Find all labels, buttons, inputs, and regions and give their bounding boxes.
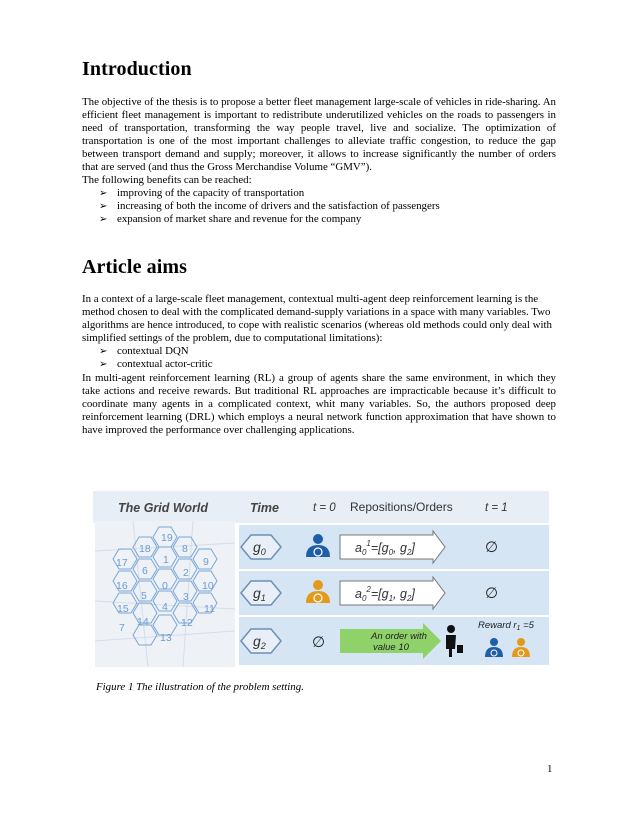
- arrow-bullet-icon: ➢: [99, 188, 108, 199]
- figure-caption: Figure 1 The illustration of the problem setting.: [96, 681, 304, 693]
- list-item: ➢ improving of the capacity of transportation: [99, 187, 305, 199]
- svg-text:g1: $g_1$: [253, 585, 266, 603]
- page-number: 1: [547, 763, 553, 775]
- list-item: ➢ contextual DQN: [99, 345, 189, 357]
- rl-paragraph: In multi-agent reinforcement learning (RL) a group of agents share the same environment, in which they take actions and receive rewards. But traditional RL approaches are impracticable because it’s difficult to coordinate many agents in a complicated context, whit many variables. So, the authors proposed deep reinforcement learning (DRL) which employs a neural network function approximation that have shown to have improved the performance over challenging applications.: [82, 372, 556, 436]
- grid-number: 1: [163, 554, 169, 566]
- arrow-bullet-icon: ➢: [99, 346, 108, 357]
- algorithms-list: [99, 345, 213, 371]
- grid-number: 9: [203, 556, 209, 568]
- grid-number: 12: [181, 617, 193, 629]
- aims-paragraph: In a context of a large-scale fleet management, contextual multi-agent deep reinforcement learning is the method chosen to deal with the complicated demand-supply variations in a space with many variables. Two algorithms are hence introduced, to cope with realistic scenarios (whereas old methods could only deal with simplified settings of the problem, due to computational limitations):: [82, 293, 552, 344]
- intro-heading: Introduction: [82, 58, 192, 80]
- grid-number: 8: [182, 543, 188, 555]
- reward-label: Reward $r_1 =5$: [478, 620, 534, 632]
- empty-set-icon: ∅: [312, 634, 326, 651]
- grid-number: 14: [137, 616, 149, 628]
- repositions-label: Repositions/Orders: [350, 500, 453, 514]
- grid-number: 6: [142, 565, 148, 577]
- grid-number: 16: [116, 580, 128, 592]
- benefits-list: [99, 187, 440, 226]
- grid-number: 11: [204, 603, 215, 615]
- svg-text:g2: $g_2$: [253, 633, 266, 651]
- grid-number: 18: [139, 543, 151, 555]
- list-item: ➢ expansion of market share and revenue for the company: [99, 213, 362, 225]
- grid-world-diagram: [93, 491, 549, 667]
- aims-heading: Article aims: [82, 256, 188, 278]
- grid-number: 17: [116, 557, 128, 569]
- svg-text:a01=[g0, g2]: $a_0^1=[g_0$, $g_2$]: [355, 539, 415, 557]
- svg-text:g0: $g_0$: [253, 539, 266, 557]
- t0-label: t = 0: [313, 502, 336, 514]
- empty-set-icon: ∅: [485, 539, 499, 556]
- grid-number: 13: [160, 632, 172, 644]
- svg-text:value 10: value 10: [373, 642, 409, 653]
- grid-number: 15: [117, 603, 129, 615]
- intro-paragraph: The objective of the thesis is to propose a better fleet management large-scale of vehicles in ride-sharing. An efficient fleet management is important to redistribute underutilized vehicles on the roads to passengers in need of transportation, transforming the way people travel, live and socialize. The optimization of transportation is one of the most important challenges to alleviate traffic congestion, to reduce the gap between transport demand and supply; moreover, it allows to increase significantly the number of orders that are served (and thus the Gross Merchandise Volume “GMV”).: [82, 96, 556, 173]
- benefits-intro: The following benefits can be reached:: [82, 174, 252, 186]
- arrow-bullet-icon: ➢: [99, 359, 108, 370]
- action-arrow-1: [340, 577, 445, 609]
- svg-text:An order with: An order with: [371, 631, 427, 642]
- svg-text:a02=[g1, g2]: $a_0^2=[g_1$, $g_2$]: [355, 585, 415, 603]
- action-arrow-0: [340, 531, 445, 563]
- empty-set-icon: ∅: [485, 585, 499, 602]
- grid-number: 4: [162, 601, 168, 613]
- grid-number: 19: [161, 532, 173, 544]
- problem-setting-figure: [93, 491, 549, 667]
- arrow-bullet-icon: ➢: [99, 214, 108, 225]
- arrow-bullet-icon: ➢: [99, 201, 108, 212]
- time-label: Time: [250, 501, 279, 515]
- t1-label: t = 1: [485, 502, 508, 514]
- grid-number: 3: [183, 591, 189, 603]
- grid-number: 7: [119, 622, 125, 634]
- grid-title: The Grid World: [118, 501, 209, 515]
- grid-number: 0: [162, 580, 168, 592]
- list-item: ➢ contextual actor-critic: [99, 358, 213, 370]
- grid-number: 10: [202, 580, 214, 592]
- list-item: ➢ increasing of both the income of drivers and the satisfaction of passengers: [99, 200, 440, 212]
- grid-number: 2: [183, 567, 189, 579]
- grid-number: 5: [141, 590, 147, 602]
